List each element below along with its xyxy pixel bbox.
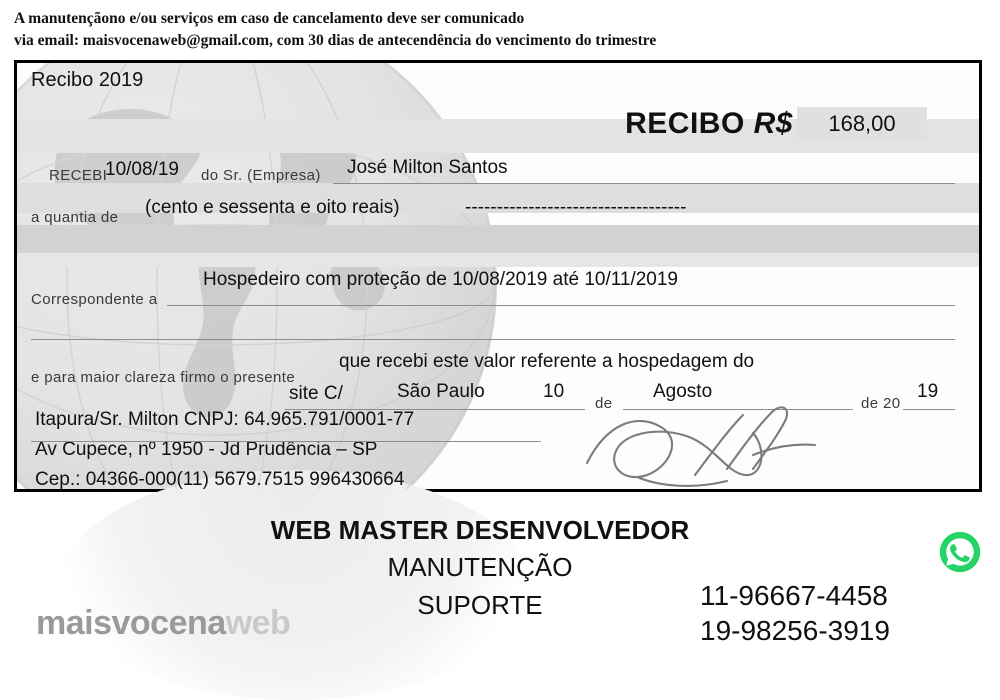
rule-payer [333, 183, 955, 184]
label-clareza: e para maior clareza firmo o presente [31, 369, 296, 386]
value-year: 19 [917, 381, 939, 402]
issuer-line-2: Av Cupece, nº 1950 - Jd Prudência – SP [35, 439, 378, 460]
signature [577, 403, 837, 492]
value-amount-words: (cento e sessenta e oito reais) [145, 197, 400, 218]
rule-year [903, 409, 955, 410]
receipt-heading-text: RECIBO [625, 107, 745, 140]
value-correspondente: Hospedeiro com proteção de 10/08/2019 até 10/11/2019 [203, 269, 678, 290]
issuer-line-1: Itapura/Sr. Milton CNPJ: 64.965.791/0001-77 [35, 409, 415, 430]
value-clareza: que recebi este valor referente a hospedagem do [339, 351, 755, 372]
label-de-20: de 20 [861, 395, 901, 412]
rule-issuer-1 [31, 441, 541, 442]
value-city: São Paulo [397, 381, 485, 402]
amount-value: 168,00 [797, 107, 927, 141]
value-site-label: site C/ [289, 383, 343, 404]
globe-watermark-bottom [60, 470, 530, 700]
value-day: 10 [543, 381, 565, 402]
value-date-short: 10/08/19 [105, 159, 179, 180]
currency-symbol: R$ [753, 107, 793, 140]
label-de: de [595, 395, 613, 412]
label-a-quantia: a quantia de [31, 209, 119, 226]
issuer-line-3: Cep.: 04366-000(11) 5679.7515 996430664 [35, 469, 405, 490]
label-do-sr: do Sr. (Empresa) [201, 167, 321, 184]
notice-line-1: A manutençãono e/ou serviços em caso de cancelamento deve ser comunicado [14, 10, 525, 27]
notice-line-2: via email: maisvocenaweb@gmail.com, com 30 dias de antecendência do vencimento do trimestre [14, 32, 657, 50]
receipt-heading [625, 107, 793, 141]
value-month: Agosto [653, 381, 713, 402]
rule-correspondente [167, 305, 955, 306]
service-line-2: MANUTENÇÃO [387, 552, 573, 582]
label-correspondente: Correspondente a [31, 291, 158, 308]
brand-logo-part-2: web [225, 604, 291, 642]
brand-logo-part-1: maisvocena [36, 604, 226, 642]
service-line-3: SUPORTE [417, 590, 543, 620]
service-line-1: WEB MASTER DESENVOLVEDOR [270, 515, 690, 545]
phone-number-1[interactable]: 11-96667-4458 [700, 580, 888, 611]
brand-logo [36, 604, 290, 643]
top-notice [14, 8, 974, 53]
whatsapp-icon[interactable] [938, 530, 982, 574]
receipt-box [14, 60, 982, 492]
value-amount-dashes: ----------------------------------- [465, 197, 687, 218]
phone-number-2[interactable]: 19-98256-3919 [700, 615, 890, 646]
label-recebi: RECEBI [49, 167, 108, 184]
rule-blank [31, 339, 955, 340]
value-payer: José Milton Santos [347, 157, 508, 178]
receipt-title: Recibo 2019 [31, 69, 144, 91]
